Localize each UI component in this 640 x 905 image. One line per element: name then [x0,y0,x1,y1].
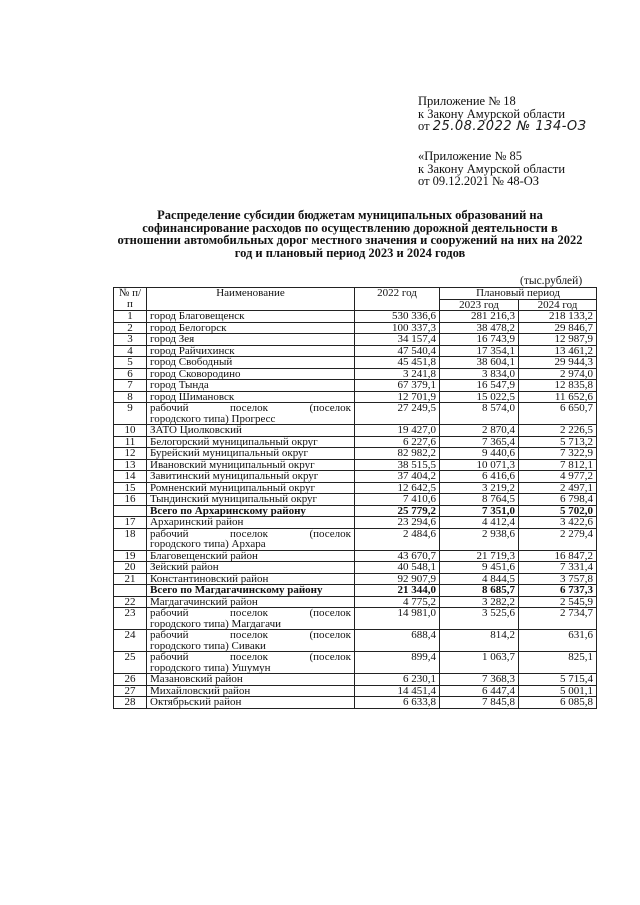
row-value-2024: 12 835,8 [519,380,597,392]
row-value-2024: 3 757,8 [519,573,597,585]
row-name-word: поселок [230,527,268,540]
row-number: 5 [114,357,147,369]
row-value-2023: 2 938,6 [440,528,519,550]
header-name: Наименование [147,288,355,311]
row-number: 26 [114,674,147,686]
row-name: Ромненский муниципальный округ [147,482,355,494]
row-value-2023: 16 743,9 [440,334,519,346]
table-row [114,652,597,674]
row-value-2022: 47 540,4 [355,345,440,357]
row-value-2022: 25 779,2 [355,505,440,517]
table-row [114,368,597,380]
table-row [114,550,597,562]
row-name: Всего по Архаринскому району [147,505,355,517]
row-value-2022: 4 775,2 [355,596,440,608]
row-value-2022: 7 410,6 [355,494,440,506]
row-value-2023: 38 604,1 [440,357,519,369]
row-number: 25 [114,652,147,674]
row-value-2022: 688,4 [355,630,440,652]
row-value-2022: 23 294,6 [355,517,440,529]
row-value-2023: 16 547,9 [440,380,519,392]
row-name-word: (поселок [309,651,351,663]
row-value-2023: 17 354,1 [440,345,519,357]
row-value-2023: 15 022,5 [440,391,519,403]
row-name-word: (поселок [309,402,351,414]
document-title: Распределение субсидии бюджетам муниципальных образований на софинансирование расходов по осуществлению дорожной деятельности в отношении автомобильных дорог местного значения и сооружений на них на 2022 год и плановый период 2023 и 2024 годов [117,208,583,260]
row-value-2023: 4 844,5 [440,573,519,585]
row-value-2024: 6 650,7 [519,403,597,425]
table-total-row [114,505,597,517]
row-value-2024: 2 226,5 [519,425,597,437]
row-value-2022: 45 451,8 [355,357,440,369]
row-number: 10 [114,425,147,437]
row-name-word: (поселок [309,527,351,540]
row-name-word: рабочий [150,629,189,641]
row-value-2022: 37 404,2 [355,471,440,483]
row-value-2023: 8 574,0 [440,403,519,425]
row-name-word: (поселок [309,629,351,641]
row-name-word: поселок [230,629,268,641]
row-number: 2 [114,322,147,334]
row-name: Зейский район [147,562,355,574]
row-value-2022: 12 642,5 [355,482,440,494]
row-number: 24 [114,630,147,652]
row-name: город Райчихинск [147,345,355,357]
row-number: 21 [114,573,147,585]
row-value-2023: 9 451,6 [440,562,519,574]
row-number: 16 [114,494,147,506]
row-value-2022: 3 241,8 [355,368,440,380]
table-row [114,562,597,574]
row-value-2024: 6 085,8 [519,697,597,709]
handwritten-date: 25.08.2022 № 134-ОЗ [432,119,587,134]
header-plan-period: Плановый период [440,288,597,300]
row-value-2023: 8 764,5 [440,494,519,506]
row-value-2023: 7 368,3 [440,674,519,686]
table-row [114,517,597,529]
row-name: Октябрьский район [147,697,355,709]
row-number [114,505,147,517]
row-value-2023: 3 219,2 [440,482,519,494]
table-total-row [114,585,597,597]
row-number: 6 [114,368,147,380]
row-value-2022: 40 548,1 [355,562,440,574]
row-value-2024: 7 322,9 [519,448,597,460]
row-number [114,585,147,597]
row-value-2023: 1 063,7 [440,652,519,674]
row-value-2024: 7 812,1 [519,459,597,471]
row-value-2024: 4 977,2 [519,471,597,483]
row-name [147,652,355,674]
row-name: Мазановский район [147,674,355,686]
row-number: 17 [114,517,147,529]
row-value-2024: 12 987,9 [519,334,597,346]
row-name-line1 [150,652,351,663]
table-row [114,630,597,652]
row-name: город Свободный [147,357,355,369]
row-value-2024: 16 847,2 [519,550,597,562]
row-name-line2: городского типа) Архара [150,538,266,550]
row-name: Всего по Магдагачинскому району [147,585,355,597]
row-value-2022: 2 484,6 [355,528,440,550]
row-value-2022: 14 451,4 [355,685,440,697]
row-value-2022: 6 227,6 [355,436,440,448]
row-number: 15 [114,482,147,494]
row-number: 22 [114,596,147,608]
row-name-word: рабочий [150,651,189,663]
row-value-2022: 100 337,3 [355,322,440,334]
row-name: город Благовещенск [147,311,355,323]
table-row [114,482,597,494]
header-2023: 2023 год [440,299,519,311]
row-value-2023: 814,2 [440,630,519,652]
row-value-2022: 38 515,5 [355,459,440,471]
row-value-2023: 21 719,3 [440,550,519,562]
row-value-2023: 6 447,4 [440,685,519,697]
table-row [114,528,597,550]
row-number: 11 [114,436,147,448]
row-name: город Белогорск [147,322,355,334]
row-value-2022: 19 427,0 [355,425,440,437]
table-row [114,448,597,460]
row-value-2023: 3 525,6 [440,608,519,630]
row-number: 7 [114,380,147,392]
row-number: 12 [114,448,147,460]
appendix-law-ref: к Закону Амурской области [418,106,566,121]
row-name-line1 [150,403,351,414]
row-value-2023: 3 834,0 [440,368,519,380]
row-value-2024: 2 974,0 [519,368,597,380]
subsidy-table [113,287,597,709]
row-value-2024: 2 734,7 [519,608,597,630]
row-name: город Шимановск [147,391,355,403]
table-row [114,425,597,437]
appendix-header [418,95,586,134]
row-value-2022: 6 230,1 [355,674,440,686]
row-number: 23 [114,608,147,630]
row-value-2023: 9 440,6 [440,448,519,460]
row-value-2024: 631,6 [519,630,597,652]
row-value-2024: 218 133,2 [519,311,597,323]
row-value-2022: 27 249,5 [355,403,440,425]
row-value-2023: 8 685,7 [440,585,519,597]
table-row [114,608,597,630]
table-row [114,334,597,346]
row-value-2024: 11 652,6 [519,391,597,403]
row-name: Тындинский муниципальный округ [147,494,355,506]
row-number: 14 [114,471,147,483]
row-value-2023: 281 216,3 [440,311,519,323]
row-value-2023: 7 351,0 [440,505,519,517]
row-number: 8 [114,391,147,403]
row-name-word: поселок [230,607,268,619]
unit-note: (тыс.рублей) [520,275,583,287]
row-value-2022: 67 379,1 [355,380,440,392]
table-body [114,311,597,709]
row-value-2024: 29 944,3 [519,357,597,369]
row-value-2023: 4 412,4 [440,517,519,529]
table-row [114,573,597,585]
row-value-2022: 92 907,9 [355,573,440,585]
table-row [114,436,597,448]
row-name: Магдагачинский район [147,596,355,608]
row-value-2024: 2 545,9 [519,596,597,608]
row-value-2023: 2 870,4 [440,425,519,437]
row-value-2024: 7 331,4 [519,562,597,574]
row-number: 20 [114,562,147,574]
row-name: Ивановский муниципальный округ [147,459,355,471]
original-appendix-date: от 09.12.2021 № 48-ОЗ [418,174,540,188]
row-name [147,608,355,630]
row-name: город Сковородино [147,368,355,380]
table-row [114,311,597,323]
table-row [114,697,597,709]
row-value-2024: 5 715,4 [519,674,597,686]
row-name-word: поселок [230,402,268,414]
appendix-number: Приложение № 18 [418,94,516,108]
table-row [114,322,597,334]
row-name-line2: городского типа) Ушумун [150,661,271,674]
row-name-line2: городского типа) Магдагачи [150,617,282,630]
row-value-2022: 82 982,2 [355,448,440,460]
row-name [147,403,355,425]
row-name: Михайловский район [147,685,355,697]
row-name: ЗАТО Циолковский [147,425,355,437]
table-row [114,596,597,608]
row-name-line1 [150,608,351,619]
row-number: 1 [114,311,147,323]
row-number: 19 [114,550,147,562]
row-value-2022: 43 670,7 [355,550,440,562]
row-name [147,528,355,550]
row-number: 13 [114,459,147,471]
table-row [114,391,597,403]
table-row [114,357,597,369]
row-value-2024: 6 798,4 [519,494,597,506]
row-name: Архаринский район [147,517,355,529]
row-name-word: рабочий [150,607,189,619]
row-name: город Зея [147,334,355,346]
row-value-2022: 21 344,0 [355,585,440,597]
table-row [114,494,597,506]
row-value-2024: 6 737,3 [519,585,597,597]
header-2022: 2022 год [355,288,440,311]
row-name: город Тында [147,380,355,392]
row-name: Бурейский муниципальный округ [147,448,355,460]
appendix-date-line [418,120,586,134]
row-value-2023: 3 282,2 [440,596,519,608]
row-value-2023: 10 071,3 [440,459,519,471]
row-value-2024: 5 702,0 [519,505,597,517]
row-name-word: поселок [230,651,268,663]
row-value-2024: 13 461,2 [519,345,597,357]
original-appendix-header [418,150,565,188]
row-name-line1 [150,630,351,641]
table-row [114,345,597,357]
original-appendix-number: «Приложение № 85 [418,149,523,163]
header-num: № п/п [114,288,147,311]
row-value-2022: 14 981,0 [355,608,440,630]
row-value-2022: 12 701,9 [355,391,440,403]
row-value-2024: 5 713,2 [519,436,597,448]
row-value-2022: 34 157,4 [355,334,440,346]
row-number: 18 [114,528,147,550]
row-name [147,630,355,652]
row-number: 3 [114,334,147,346]
table-row [114,459,597,471]
row-name-word: рабочий [150,402,189,414]
row-value-2024: 29 846,7 [519,322,597,334]
row-name-line2: городского типа) Сиваки [150,639,266,652]
row-value-2023: 6 416,6 [440,471,519,483]
table-row [114,674,597,686]
row-number: 9 [114,403,147,425]
table-row [114,403,597,425]
row-value-2024: 3 422,6 [519,517,597,529]
row-number: 4 [114,345,147,357]
table-row [114,471,597,483]
row-value-2024: 825,1 [519,652,597,674]
row-name-word: (поселок [309,607,351,619]
row-value-2022: 899,4 [355,652,440,674]
row-name-line2: городского типа) Прогресс [150,412,276,425]
row-value-2024: 2 279,4 [519,528,597,550]
row-value-2024: 2 497,1 [519,482,597,494]
table-row [114,685,597,697]
row-name: Белогорский муниципальный округ [147,436,355,448]
row-name: Завитинский муниципальный округ [147,471,355,483]
row-value-2024: 5 001,1 [519,685,597,697]
original-appendix-law-ref: к Закону Амурской области [418,161,566,176]
row-name: Благовещенский район [147,550,355,562]
table-row [114,380,597,392]
row-value-2023: 7 365,4 [440,436,519,448]
row-name-word: рабочий [150,527,189,540]
row-value-2022: 530 336,6 [355,311,440,323]
row-name: Константиновский район [147,573,355,585]
row-value-2023: 38 478,2 [440,322,519,334]
header-2024: 2024 год [519,299,597,311]
table-header-row [114,288,597,300]
row-value-2023: 7 845,8 [440,697,519,709]
appendix-date-prefix: от [418,119,430,133]
row-value-2022: 6 633,8 [355,697,440,709]
row-number: 28 [114,697,147,709]
row-number: 27 [114,685,147,697]
